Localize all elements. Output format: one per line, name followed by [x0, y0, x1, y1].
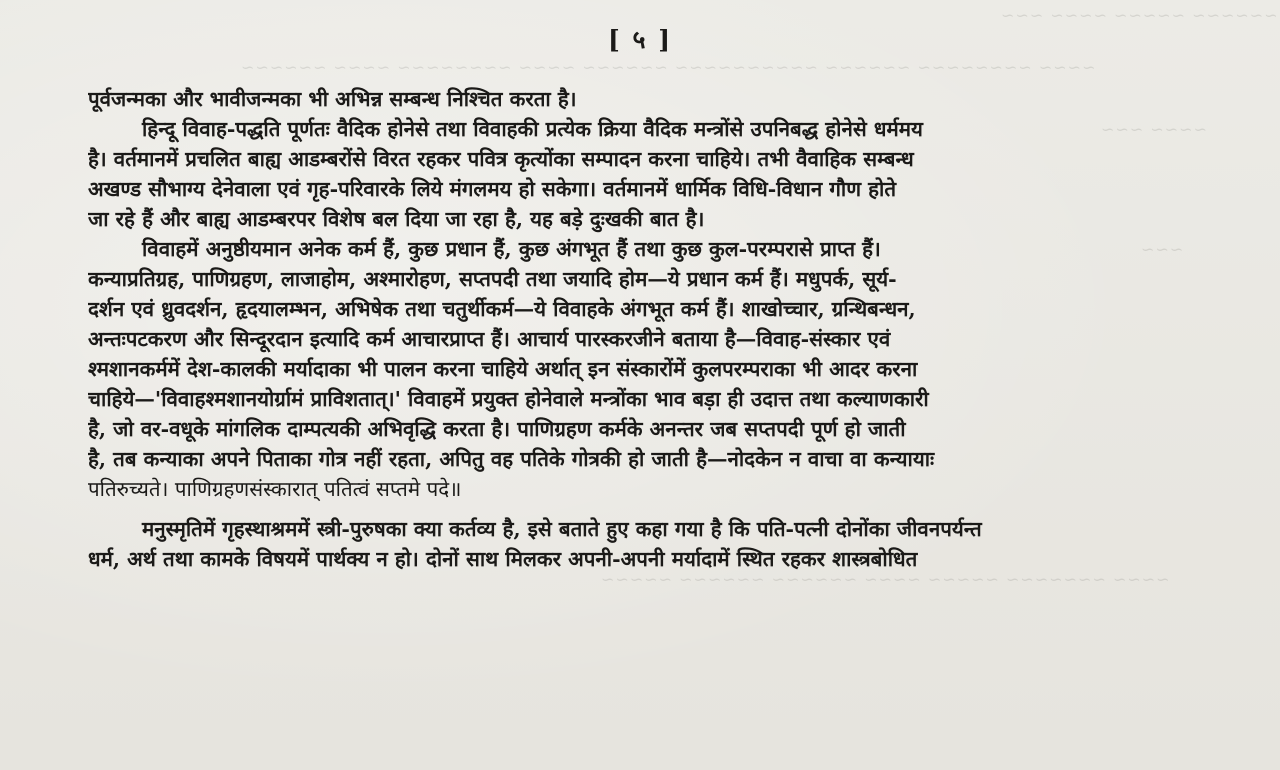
text-line: है, जो वर-वधूके मांगलिक दाम्पत्यकी अभिवृद्धि करता है। पाणिग्रहण कर्मके अनन्तर जब सप्तपदी पूर्ण हो जाती — [88, 417, 906, 441]
body-text — [88, 84, 1216, 574]
page-number: [ ५ ] — [607, 25, 673, 54]
paragraph-start-line: विवाहमें अनुष्ठीयमान अनेक कर्म हैं, कुछ प्रधान हैं, कुछ अंगभूत हैं तथा कुछ कुल-परम्परासे प्राप्त हैं। — [142, 237, 881, 261]
text-line: धर्म, अर्थ तथा कामके विषयमें पार्थक्य न हो। दोनों साथ मिलकर अपनी-अपनी मर्यादामें स्थित रहकर शास्त्रबोधित — [88, 547, 918, 571]
paragraph-gap — [88, 504, 1216, 514]
paragraph-start-line: मनुस्मृतिमें गृहस्थाश्रममें स्त्री-पुरुषका क्या कर्तव्य है, इसे बताते हुए कहा गया है कि पति-पत्नी दोनोंका जीवनपर्यन्त — [142, 517, 982, 541]
bleed-through-decoration: ~~~~ ~~~~~~~ ~~~~~ ~~~~ ~~~~~~ ~~~~~~ ~~~~~ — [600, 570, 1170, 589]
paragraph-start-line: हिन्दू विवाह-पद्धति पूर्णतः वैदिक होनेसे तथा विवाहकी प्रत्येक क्रिया वैदिक मन्त्रोंसे उपनिबद्ध होनेसे धर्ममय — [142, 117, 923, 141]
text-line: अखण्ड सौभाग्य देनेवाला एवं गृह-परिवारके लिये मंगलमय हो सकेगा। वर्तमानमें धार्मिक विधि-विधान गौण होते — [88, 177, 897, 201]
text-line: कन्याप्रतिग्रह, पाणिग्रहण, लाजाहोम, अश्मारोहण, सप्तपदी तथा जयादि होम—ये प्रधान कर्म हैं। मधुपर्क, सूर्य- — [88, 267, 897, 291]
text-line: है, तब कन्याका अपने पिताका गोत्र नहीं रहता, अपितु वह पतिके गोत्रकी हो जाती है—नोदकेन न वाचा वा कन्यायाः — [88, 447, 935, 471]
text-line: श्मशानकर्ममें देश-कालकी मर्यादाका भी पालन करना चाहिये अर्थात् इन संस्कारोंमें कुलपरम्पराका भी आदर करना — [88, 357, 918, 381]
text-line: जा रहे हैं और बाह्य आडम्बरपर विशेष बल दिया जा रहा है, यह बड़े दुःखकी बात है। — [88, 207, 705, 231]
bleed-through-decoration: ~~~~ ~~~~~~~~ ~~~~~~ ~~~~~~~~~~ ~~~~~~ ~~~~ ~~~~~~~~ ~~~~ ~~~~~~ — [240, 58, 1096, 77]
verse-line: पतिरुच्यते। पाणिग्रहणसंस्कारात् पतित्वं सप्तमे पदे॥ — [88, 477, 462, 501]
text-line: अन्तःपटकरण और सिन्दूरदान इत्यादि कर्म आचारप्राप्त हैं। आचार्य पारस्करजीने बताया है—विवाह-संस्कार एवं — [88, 327, 891, 351]
bleed-through-decoration: ~~~~~~ ~~~~~ ~~~~ ~~~ — [1000, 6, 1278, 25]
text-line: चाहिये—'विवाहश्मशानयोर्ग्रामं प्राविशतात्।' विवाहमें प्रयुक्त होनेवाले मन्त्रोंका भाव बड़ा ही उदात्त तथा कल्याणकारी — [88, 387, 929, 411]
bleed-through-decoration: ~~~~ ~~~ — [1100, 120, 1207, 139]
bleed-through-decoration: ~~~ — [1140, 240, 1184, 259]
text-line: पूर्वजन्मका और भावीजन्मका भी अभिन्न सम्बन्ध निश्चित करता है। — [88, 87, 577, 111]
text-line: दर्शन एवं ध्रुवदर्शन, हृदयालम्भन, अभिषेक तथा चतुर्थीकर्म—ये विवाहके अंगभूत कर्म हैं। शाखोच्चार, ग्रन्थिबन्धन, — [88, 297, 916, 321]
text-line: है। वर्तमानमें प्रचलित बाह्य आडम्बरोंसे विरत रहकर पवित्र कृत्योंका सम्पादन करना चाहिये। तभी वैवाहिक सम्बन्ध — [88, 147, 914, 171]
